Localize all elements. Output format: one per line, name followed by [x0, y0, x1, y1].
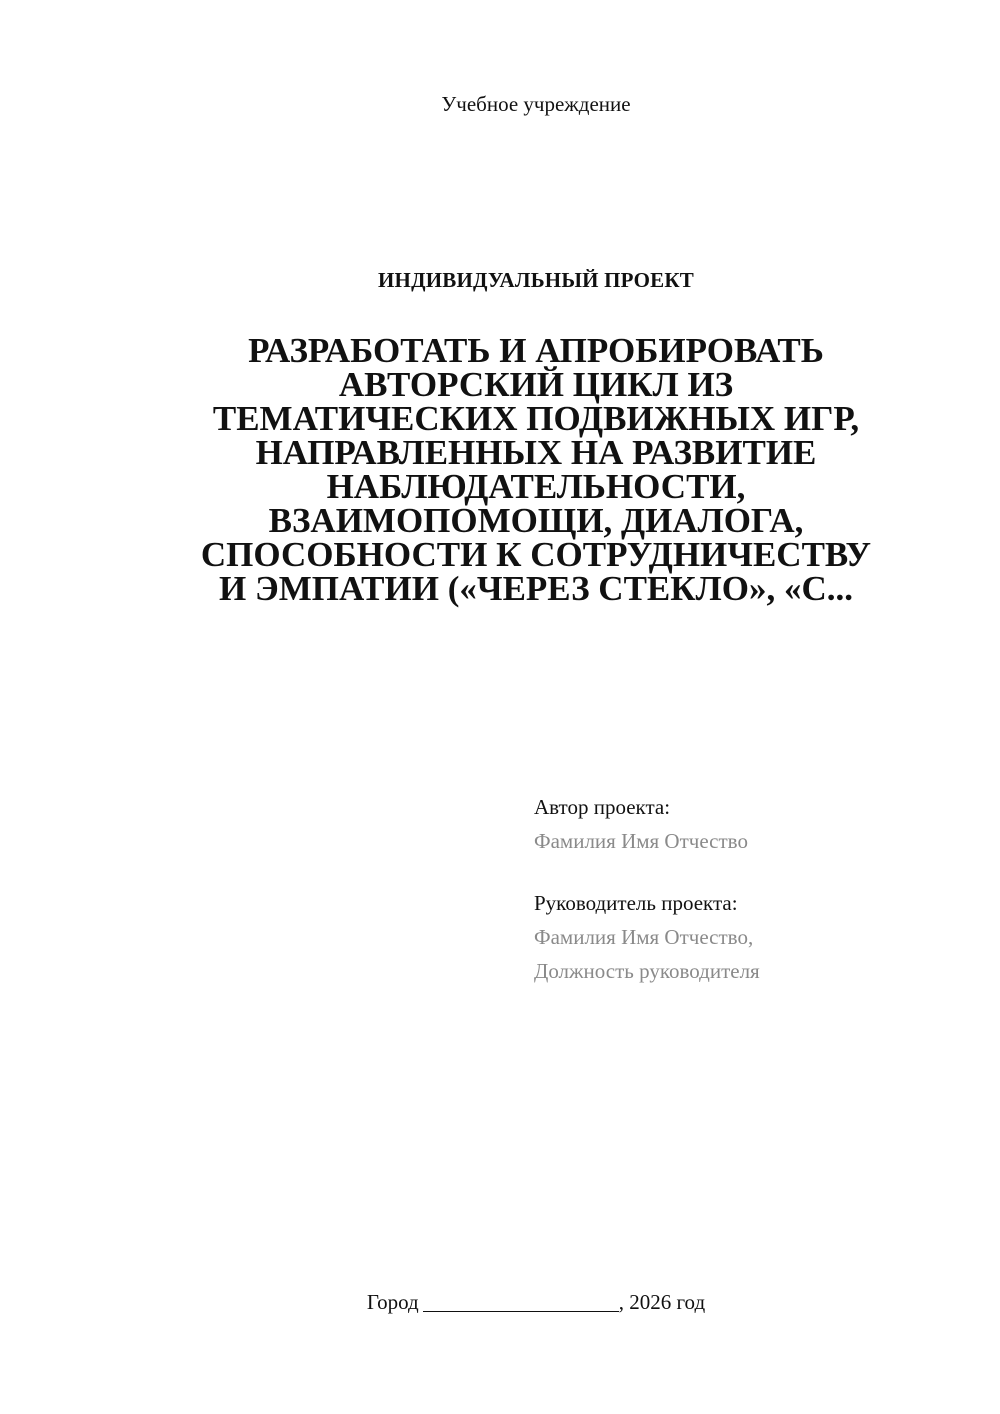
- authors-block: [534, 790, 974, 988]
- footer-city-year: [0, 1290, 1000, 1315]
- project-title-line: ВЗАИМОПОМОЩИ, ДИАЛОГА,: [268, 501, 804, 540]
- project-type-heading: ИНДИВИДУАЛЬНЫЙ ПРОЕКТ: [378, 268, 694, 292]
- footer-city: Город: [366, 1290, 419, 1314]
- author-name: Фамилия Имя Отчество: [534, 829, 748, 853]
- spacer: [534, 858, 974, 886]
- project-title-line: РАЗРАБОТАТЬ И АПРОБИРОВАТЬ: [248, 331, 824, 370]
- supervisor-position: Должность руководителя: [534, 959, 760, 983]
- institution-name: Учебное учреждение: [441, 92, 631, 116]
- project-title-line: ТЕМАТИЧЕСКИХ ПОДВИЖНЫХ ИГР,: [212, 399, 860, 438]
- footer-year: , 2026 год: [618, 1290, 706, 1314]
- project-title-line: НАБЛЮДАТЕЛЬНОСТИ,: [326, 467, 746, 506]
- project-title-line: СПОСОБНОСТИ К СОТРУДНИЧЕСТВУ: [200, 535, 872, 574]
- project-title-line: НАПРАВЛЕННЫХ НА РАЗВИТИЕ: [255, 433, 817, 472]
- project-title: [150, 331, 922, 608]
- author-label: Автор проекта:: [534, 795, 671, 819]
- project-title-line: АВТОРСКИЙ ЦИКЛ ИЗ: [338, 365, 734, 404]
- project-title-line: И ЭМПАТИИ («ЧЕРЕЗ СТЕКЛО», «С...: [219, 569, 853, 608]
- supervisor-label: Руководитель проекта:: [534, 891, 738, 915]
- supervisor-name: Фамилия Имя Отчество,: [534, 925, 754, 949]
- city-blank-line: [423, 1291, 619, 1312]
